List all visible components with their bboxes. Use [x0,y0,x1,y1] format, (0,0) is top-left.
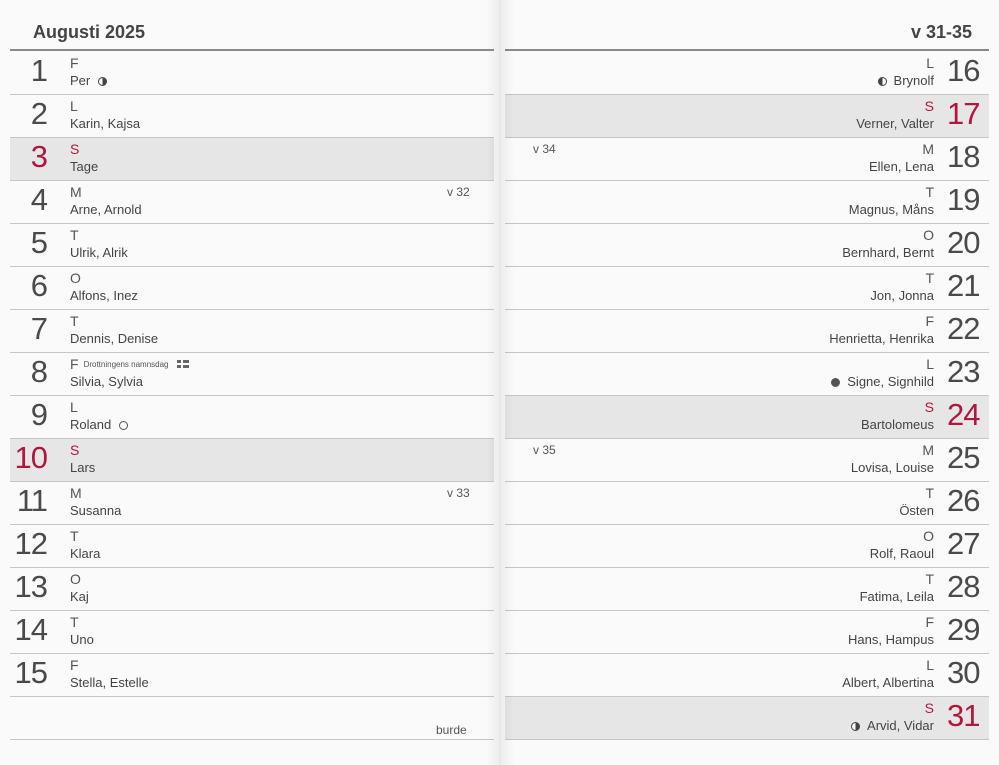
name-day-names: Silvia, Sylvia [70,374,143,389]
weekday-letter: S [924,98,934,114]
day-number: 7 [30,311,47,346]
weekday-letter: O [70,571,81,587]
right-page [499,0,999,765]
name-day [860,589,934,605]
day-number: 6 [30,268,47,303]
day-row [10,439,494,482]
name-day [829,331,934,347]
day-number: 30 [947,655,980,690]
name-day-names: Brynolf [893,73,934,88]
weekday-letter: O [923,227,934,243]
day-row [10,568,494,611]
day-row [505,95,989,138]
name-day-names: Uno [70,632,94,647]
weekday-letter: L [926,356,934,372]
brand-label: burde [436,723,467,737]
name-day-names: Karin, Kajsa [70,116,141,131]
weekday-letter: T [70,313,79,329]
week-number: v 33 [447,486,470,500]
day-row [10,353,494,396]
day-number: 31 [947,698,980,733]
day-number: 3 [30,139,47,174]
weekday-letter: O [923,528,934,544]
day-number: 1 [30,53,47,88]
name-day [870,288,934,304]
weekday-letter: T [925,485,934,501]
day-number: 23 [947,354,980,389]
name-day [856,116,934,132]
weekday-letter: L [926,55,934,71]
day-number: 24 [947,397,980,432]
name-day-names: Bernhard, Bernt [842,245,934,260]
name-day-names: Magnus, Måns [848,202,934,217]
name-day [851,718,934,734]
first-quarter-moon-icon [98,77,107,86]
name-day [70,374,143,390]
name-day-names: Ulrik, Alrik [70,245,128,260]
weekday-letter: T [70,227,79,243]
weekday-letter: T [70,528,79,544]
name-day-names: Susanna [70,503,122,518]
day-number: 16 [947,53,980,88]
name-day-names: Tage [70,159,99,174]
day-row [505,138,989,181]
name-day-names: Henrietta, Henrika [829,331,934,346]
day-row [505,568,989,611]
full-moon-icon [119,421,128,430]
day-row [10,482,494,525]
name-day [870,546,934,562]
day-number: 10 [14,440,47,475]
weekday-letter: T [70,614,79,630]
new-moon-icon [831,378,840,387]
name-day [869,159,934,175]
weekday-letter: L [926,657,934,673]
name-day [851,460,934,476]
name-day-names: Signe, Signhild [847,374,934,389]
day-row [10,396,494,439]
day-row [10,95,494,138]
day-row [505,482,989,525]
day-row [10,310,494,353]
day-number: 28 [947,569,980,604]
name-day [70,331,158,347]
name-day-names: Stella, Estelle [70,675,149,690]
week-number: v 35 [533,443,556,457]
day-row [10,525,494,568]
name-day [842,245,934,261]
name-day [831,374,934,390]
header-rule [505,49,989,51]
weekday-letter: T [925,571,934,587]
name-day [848,632,934,648]
name-day-names: Bartolomeus [861,417,934,432]
day-row [10,52,494,95]
name-day-names: Fatima, Leila [859,589,934,604]
day-number: 18 [947,139,980,174]
day-row [505,310,989,353]
day-row [10,654,494,697]
day-row [505,697,989,740]
day-number: 15 [14,655,47,690]
weekday-letter: O [70,270,81,286]
swedish-flag-icon [177,360,189,368]
week-range-title: v 31-35 [910,22,972,42]
name-day [70,546,100,562]
weekday-letter: F [925,614,934,630]
day-row [10,611,494,654]
day-number: 17 [947,96,980,131]
day-number: 11 [16,483,47,518]
day-number: 26 [947,483,980,518]
day-row [505,52,989,95]
name-day-names: Verner, Valter [856,116,934,131]
day-row [505,224,989,267]
name-day-names: Kaj [70,589,89,604]
day-number: 25 [947,440,980,475]
day-row [505,439,989,482]
day-row [10,138,494,181]
name-day-names: Dennis, Denise [70,331,159,346]
day-number: 19 [947,182,980,217]
weekday-letter: M [922,141,934,157]
name-day [70,417,128,433]
name-day-names: Ellen, Lena [868,159,934,174]
weekday-letter: F [70,657,79,673]
month-title: Augusti 2025 [33,22,146,42]
weekday-letter: T [925,184,934,200]
weekday-letter: L [70,399,78,415]
day-number: 13 [14,569,47,604]
name-day [70,589,89,605]
day-number: 27 [947,526,980,561]
weekday-letter: L [70,98,78,114]
day-row [505,181,989,224]
day-number: 12 [14,526,47,561]
day-row [10,224,494,267]
first-quarter-moon-icon [851,722,860,731]
weekday-letter: M [922,442,934,458]
day-row [505,611,989,654]
name-day-names: Alfons, Inez [70,288,138,303]
weekday-letter: F [70,55,79,71]
name-day-names: Klara [70,546,101,561]
weekday-letter: S [70,141,80,157]
name-day-names: Lovisa, Louise [850,460,934,475]
weekday-letter: F [925,313,934,329]
week-number: v 32 [447,185,470,199]
day-row [10,267,494,310]
header-rule [10,49,494,51]
day-row [505,267,989,310]
name-day-names: Hans, Hampus [848,632,934,647]
name-day-names: Albert, Albertina [842,675,934,690]
day-row [505,525,989,568]
name-day [849,202,934,218]
day-row [10,181,494,224]
day-note: Drottningens namnsdag [83,360,169,369]
name-day [70,675,149,691]
name-day [70,73,107,89]
day-number: 20 [947,225,980,260]
name-day-names: Lars [70,460,96,475]
day-number: 2 [30,96,47,131]
name-day [70,245,128,261]
name-day-names: Rolf, Raoul [869,546,934,561]
day-number: 29 [947,612,980,647]
day-number: 8 [30,354,47,389]
name-day-names: Roland [70,417,112,432]
name-day [70,116,140,132]
empty-row [10,697,494,740]
day-row [505,396,989,439]
name-day [70,288,138,304]
weekday-letter: S [70,442,80,458]
day-number: 4 [30,182,47,217]
day-row [505,654,989,697]
week-number: v 34 [533,142,556,156]
day-number: 21 [947,268,980,303]
name-day-names: Östen [899,503,934,518]
day-number: 22 [947,311,980,346]
weekday-letter: T [925,270,934,286]
name-day-names: Jon, Jonna [870,288,934,303]
name-day-names: Arne, Arnold [70,202,142,217]
name-day [861,417,934,433]
day-number: 9 [30,397,47,432]
weekday-letter: S [924,700,934,716]
left-page [0,0,499,765]
day-number: 14 [14,612,47,647]
name-day [899,503,934,519]
name-day-names: Arvid, Vidar [867,718,934,733]
weekday-letter: M [70,485,82,501]
weekday-letter: M [70,184,82,200]
day-row [505,353,989,396]
last-quarter-moon-icon [878,77,887,86]
name-day [70,202,142,218]
name-day [878,73,934,89]
name-day-names: Per [70,73,91,88]
name-day [842,675,934,691]
name-day [70,632,94,648]
name-day [70,460,95,476]
name-day [70,503,121,519]
weekday-letter: S [924,399,934,415]
name-day [70,159,98,175]
weekday-letter: F Drottningens namnsdag [70,357,189,372]
day-number: 5 [30,225,47,260]
